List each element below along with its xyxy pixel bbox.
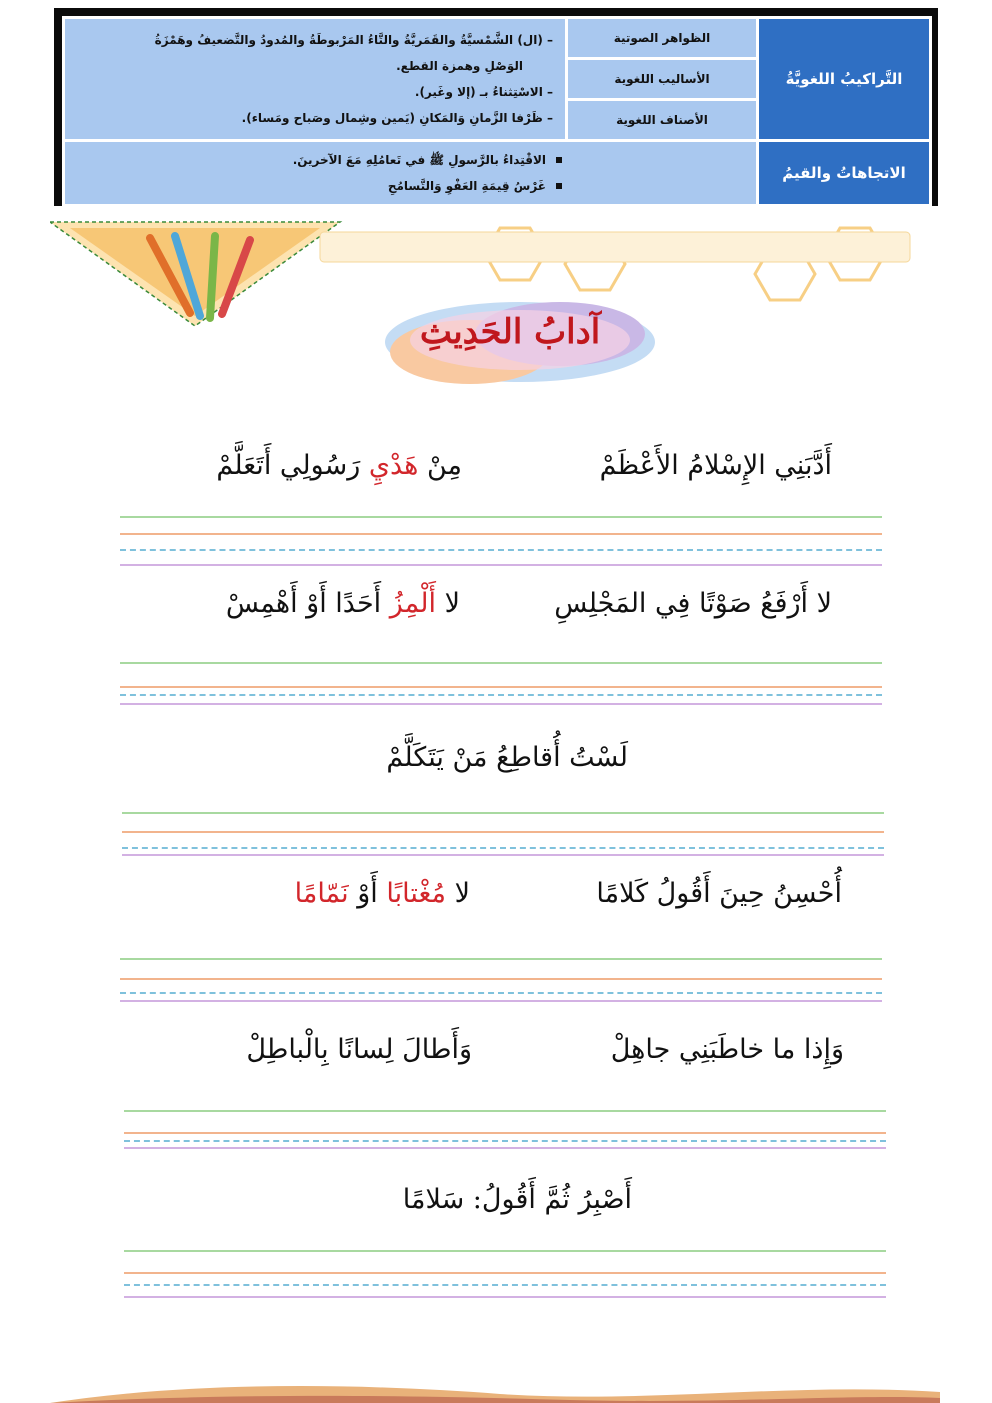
verse-highlight: هَدْيِ: [368, 450, 419, 481]
verse-text: أَحَدًا أَوْ أَهْمِسْ: [225, 588, 390, 619]
writing-guide-line: [124, 1272, 886, 1274]
title-badge: [360, 292, 660, 388]
writing-guide-line: [124, 1110, 886, 1112]
writing-guide-line: [124, 1132, 886, 1134]
verse-6-single: أَصْبِرُ ثُمَّ أَقُولُ: سَلامًا: [402, 1184, 632, 1215]
verse-text: لا: [436, 588, 460, 619]
writing-guide-line: [124, 1147, 886, 1149]
writing-guide-line: [120, 1000, 882, 1002]
writing-guide-line: [122, 854, 884, 856]
verse-highlight: نَمّامًا: [294, 878, 349, 909]
verse-text: رَسُولِي أَتَعَلَّمْ: [216, 450, 369, 481]
writing-guide-line: [120, 662, 882, 664]
writing-guide-line: [120, 533, 882, 535]
sub-language-styles: الأساليب اللغوية: [567, 59, 758, 100]
writing-guide-line: [120, 703, 882, 705]
writing-guide-line: [122, 847, 884, 849]
verse-4-second-hemistich: [295, 878, 470, 909]
footer-wave: [50, 1380, 940, 1403]
verse-1-first-hemistich: أَدَّبَنِي الإِسْلامُ الأَعْظَمْ: [599, 450, 832, 481]
writing-guide-line: [120, 686, 882, 688]
values-item: غَرْسُ قِيمَةِ العَفْوِ وَالتَّسامُحِ: [77, 173, 546, 199]
structures-line-4: – ظَرْفا الزَّمانِ وَالمَكانِ (يَمين وشِمال وصَباح ومَساء).: [241, 111, 553, 125]
verse-text: لا: [446, 878, 470, 909]
structures-line-1: – (ال) الشَّمْسيَّةُ والقَمَريَّةُ والتَّاءُ المَرْبوطَةُ والمُدودُ والتَّضعيفُ وهَمْزَةُ: [154, 33, 553, 47]
writing-guide-line: [120, 549, 882, 551]
verse-3-single: لَسْتُ أُقاطِعُ مَنْ يَتَكَلَّمْ: [386, 742, 628, 773]
verse-text: أَوْ: [348, 878, 387, 909]
verse-4-first-hemistich: أُحْسِنُ حِينَ أَقُولُ كَلامًا: [596, 878, 842, 909]
page-title: آدابُ الحَدِيثِ: [419, 312, 601, 352]
banner-strip: [320, 232, 910, 262]
writing-guide-line: [120, 516, 882, 518]
writing-guide-line: [120, 694, 882, 696]
verse-5-second-hemistich: وَأَطالَ لِسانًا بِالْباطِلْ: [246, 1034, 472, 1065]
writing-guide-line: [122, 812, 884, 814]
writing-guide-line: [124, 1296, 886, 1298]
verse-highlight: مُغْتابًا: [386, 878, 447, 909]
category-attitudes-values: الاتجاهاتُ والقيمُ: [758, 141, 931, 206]
verse-text: مِنْ: [418, 450, 462, 481]
verse-5-first-hemistich: وَإِذا ما خاطَبَنِي جاهِلْ: [610, 1034, 844, 1065]
writing-guide-line: [122, 831, 884, 833]
category-language-structures: التَّراكيبُ اللغويَّةُ: [758, 18, 931, 141]
structures-line-3: – الاسْتِثناءُ بـ (إلا وغَير).: [414, 85, 553, 99]
values-item: الاقْتِداءُ بالرَّسولِ ﷺ في تَعامُلِهِ مَعَ الآخرينَ.: [77, 147, 546, 173]
writing-guide-line: [120, 564, 882, 566]
writing-guide-line: [120, 978, 882, 980]
verse-2-first-hemistich: لا أَرْفَعُ صَوْتًا فِي المَجْلِسِ: [554, 588, 832, 619]
writing-guide-line: [124, 1250, 886, 1252]
verse-1-second-hemistich: [216, 450, 462, 481]
structures-line-2: الوَصْلِ وهمزة القطع.: [396, 59, 523, 73]
writing-guide-line: [120, 958, 882, 960]
values-list: [77, 147, 566, 199]
sub-phonetic-phenomena: الظواهر الصوتية: [567, 18, 758, 59]
verse-2-second-hemistich: [226, 588, 460, 619]
values-content: [64, 141, 758, 206]
structures-content: [64, 18, 567, 141]
writing-guide-line: [124, 1284, 886, 1286]
sub-language-categories: الأصناف اللغوية: [567, 100, 758, 141]
writing-guide-line: [124, 1140, 886, 1142]
writing-guide-line: [120, 992, 882, 994]
objectives-table: [62, 16, 932, 207]
verse-highlight: أَلْمِزُ: [389, 588, 437, 619]
